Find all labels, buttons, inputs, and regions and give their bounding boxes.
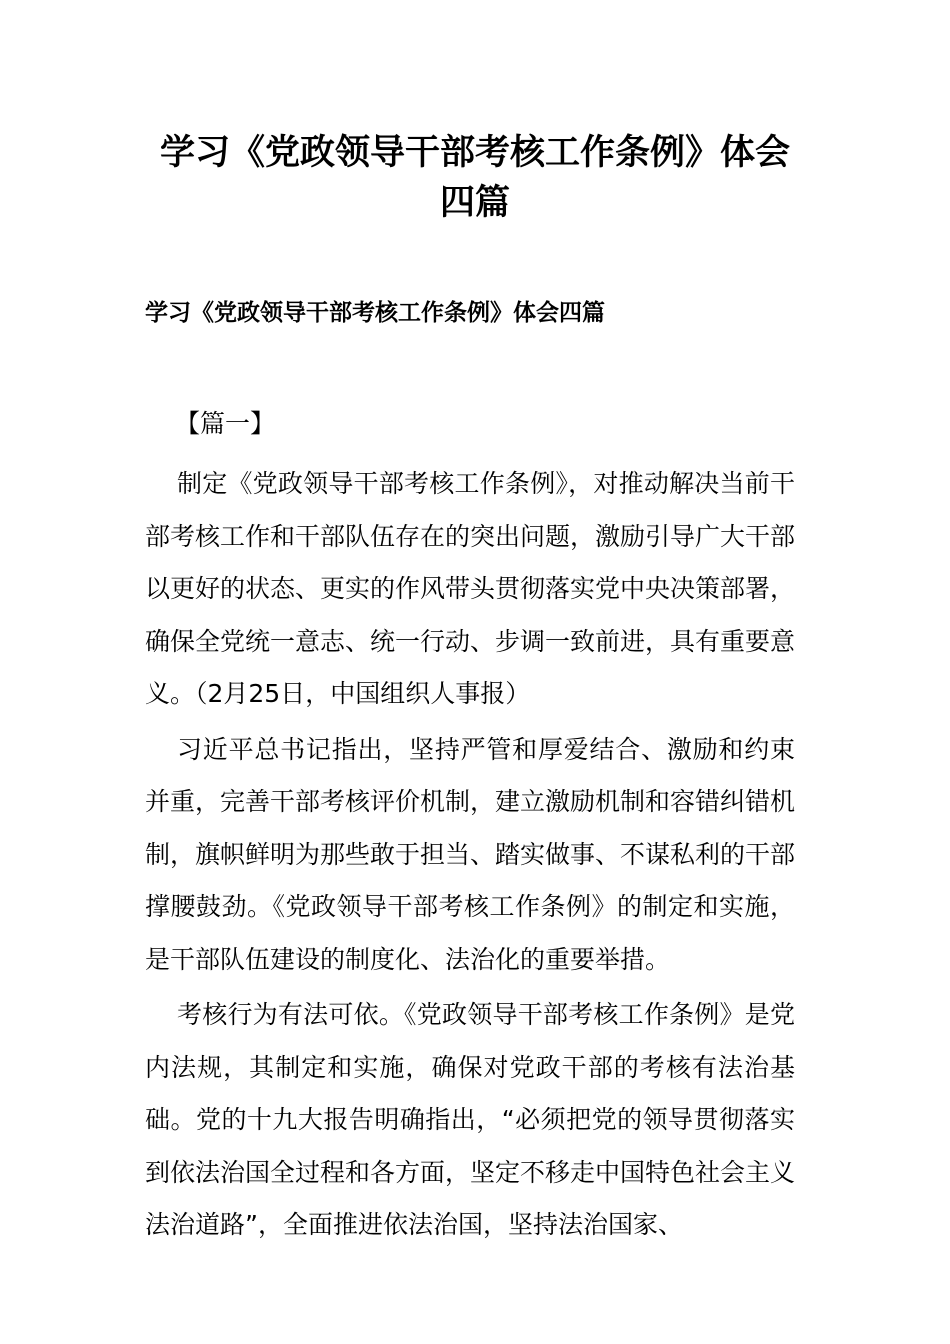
document-title: 学习《党政领导干部考核工作条例》体会四篇 — [159, 133, 790, 223]
section-label: 【篇一】 — [175, 409, 276, 438]
paragraph-3: 考核行为有法可依。《党政领导干部考核工作条例》是党内法规，其制定和实施，确保对党政干部的考核有法治基础。党的十九大报告明确指出，“必须把党的领导贯彻落实到依法治国全过程和各方面，坚定不移走中国特色社会主义法治道路”，全面推进依法治国，坚持法治国家、 — [145, 1000, 796, 1239]
document-body — [145, 458, 795, 1255]
paragraph-1: 制定《党政领导干部考核工作条例》，对推动解决当前干部考核工作和干部队伍存在的突出问题，激励引导广大干部以更好的状态、更实的作风带头贯彻落实党中央决策部署，确保全党统一意志、统一行动、步调一致前进，具有重要意义。（2月25日，中国组织人事报） — [145, 469, 796, 708]
document-subtitle: 学习《党政领导干部考核工作条例》体会四篇 — [145, 300, 605, 326]
paragraph-2: 习近平总书记指出，坚持严管和厚爱结合、激励和约束并重，完善干部考核评价机制，建立激励机制和容错纠错机制，旗帜鲜明为那些敢于担当、踏实做事、不谋私利的干部撑腰鼓劲。《党政领导干部考核工作条例》的制定和实施，是干部队伍建设的制度化、法治化的重要举措。 — [145, 734, 796, 974]
